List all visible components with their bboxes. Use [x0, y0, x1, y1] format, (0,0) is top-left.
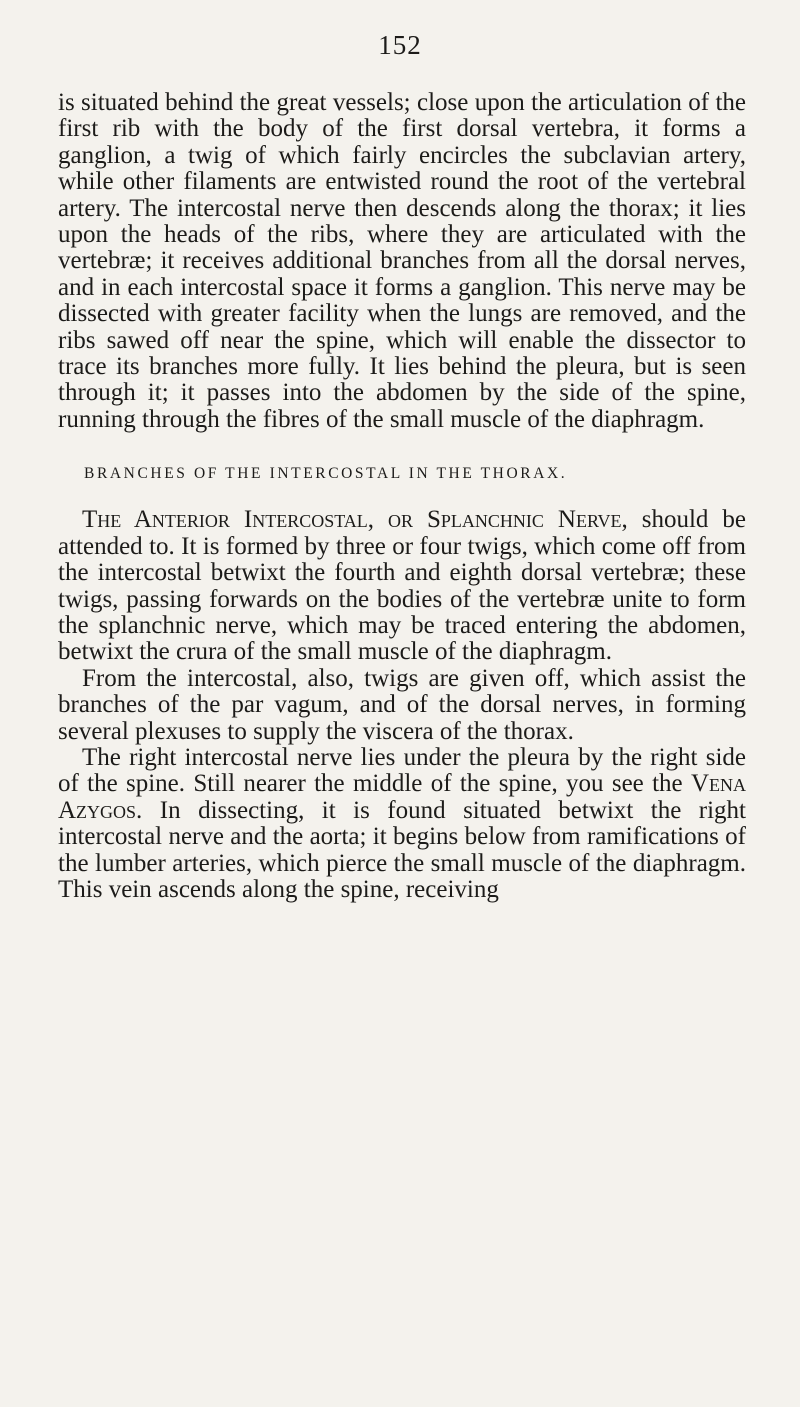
paragraph-vena-azygos: [58, 745, 746, 903]
page-body: [58, 90, 746, 903]
page-number: 152: [378, 30, 422, 60]
paragraph-vena-azygos-intro: The right intercostal nerve lies under the pleura by the right side of the spine. Still nearer the middle of the spine, you see the: [58, 743, 746, 798]
vena-azygos-term: Vena Azygos.: [58, 770, 746, 824]
splanchnic-nerve-term: The Anterior Intercostal, or Splanchnic Nerve,: [82, 506, 628, 534]
paragraph-vena-azygos-text: In dissecting, it is found situated betwixt the right intercostal nerve and the aorta; it begins below from ramifications of the lumber arteries, which pierce the small muscle of the diaphragm. This vein ascends along the spine, receiving: [58, 796, 746, 903]
paragraph-vessels: is situated behind the great vessels; close upon the articulation of the first rib with the body of the first dorsal vertebra, it forms a ganglion, a twig of which fairly encircles the subclavian artery, while other filaments are entwisted round the root of the vertebral artery. The intercostal nerve then descends along the thorax; it lies upon the heads of the ribs, where they are articulated with the vertebræ; it receives additional branches from all the dorsal nerves, and in each intercostal space it forms a ganglion. This nerve may be dissected with greater facility when the lungs are removed, and the ribs sawed off near the spine, which will enable the dissector to trace its branches more fully. It lies behind the pleura, but is seen through it; it passes into the abdomen by the side of the spine, running through the fibres of the small muscle of the diaphragm.: [58, 89, 746, 433]
paragraph-splanchnic-text: should be attended to. It is formed by three or four twigs, which come off from the intercostal betwixt the fourth and eighth dorsal vertebræ; these twigs, passing forwards on the bodies of the vertebræ unite to form the splanchnic nerve, which may be traced entering the abdomen, betwixt the crura of the small muscle of the diaphragm.: [58, 506, 747, 666]
section-heading: BRANCHES OF THE INTERCOSTAL IN THE THORAX.: [84, 465, 568, 483]
paragraph-splanchnic: [58, 507, 746, 665]
paragraph-plexuses: From the intercostal, also, twigs are given off, which assist the branches of the par vagum, and of the dorsal nerves, in forming several plexuses to supply the viscera of the thorax.: [58, 664, 746, 745]
